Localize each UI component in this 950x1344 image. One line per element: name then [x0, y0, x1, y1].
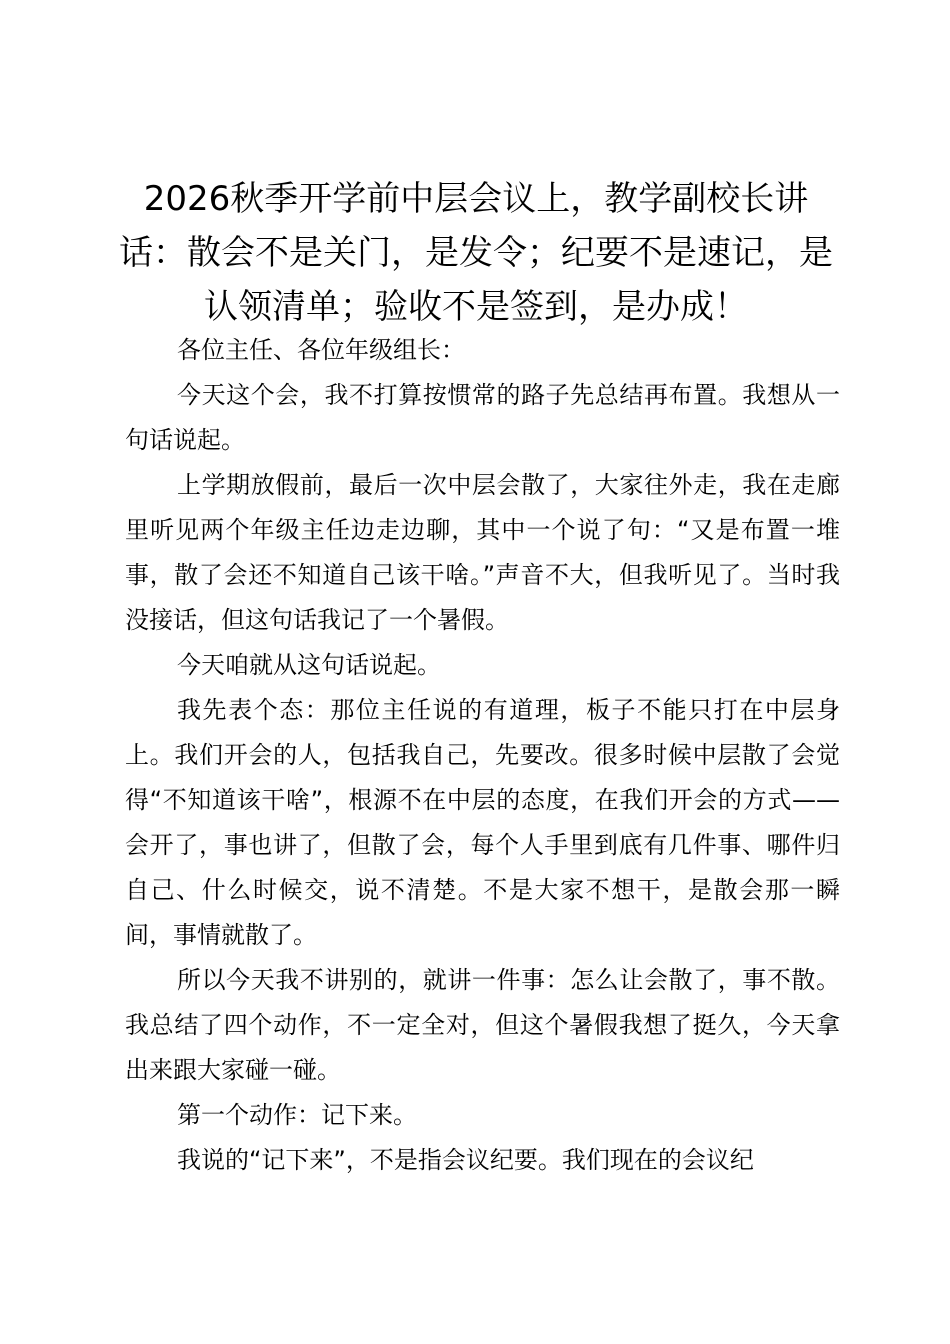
salutation: 各位主任、各位年级组长： [177, 336, 465, 364]
body-paragraph: 我说的“记下来”，不是指会议纪要。我们现在的会议纪 [177, 1146, 754, 1174]
document-body [125, 328, 840, 1183]
section-heading: 第一个动作：记下来。 [177, 1101, 417, 1129]
body-paragraph: 上学期放假前，最后一次中层会散了，大家往外走，我在走廊里听见两个年级主任边走边聊，其中一个说了句：“又是布置一堆事，散了会还不知道自己该干啥。”声音不大，但我听见了。当时我没接话，但这句话我记了一个暑假。 [125, 471, 840, 634]
body-paragraph: 所以今天我不讲别的，就讲一件事：怎么让会散了，事不散。我总结了四个动作，不一定全对，但这个暑假我想了挺久，今天拿出来跟大家碰一碰。 [125, 966, 840, 1084]
document-title: 2026秋季开学前中层会议上，教学副校长讲话：散会不是关门，是发令；纪要不是速记，是认领清单；验收不是签到，是办成！ [119, 179, 833, 327]
body-paragraph: 今天这个会，我不打算按惯常的路子先总结再布置。我想从一句话说起。 [125, 381, 840, 454]
body-paragraph: 我先表个态：那位主任说的有道理，板子不能只打在中层身上。我们开会的人，包括我自己，先要改。很多时候中层散了会觉得“不知道该干啥”，根源不在中层的态度，在我们开会的方式——会开了，事也讲了，但散了会，每个人手里到底有几件事、哪件归自己、什么时候交，说不清楚。不是大家不想干，是散会那一瞬间，事情就散了。 [125, 696, 840, 949]
body-paragraph: 今天咱就从这句话说起。 [177, 651, 441, 679]
